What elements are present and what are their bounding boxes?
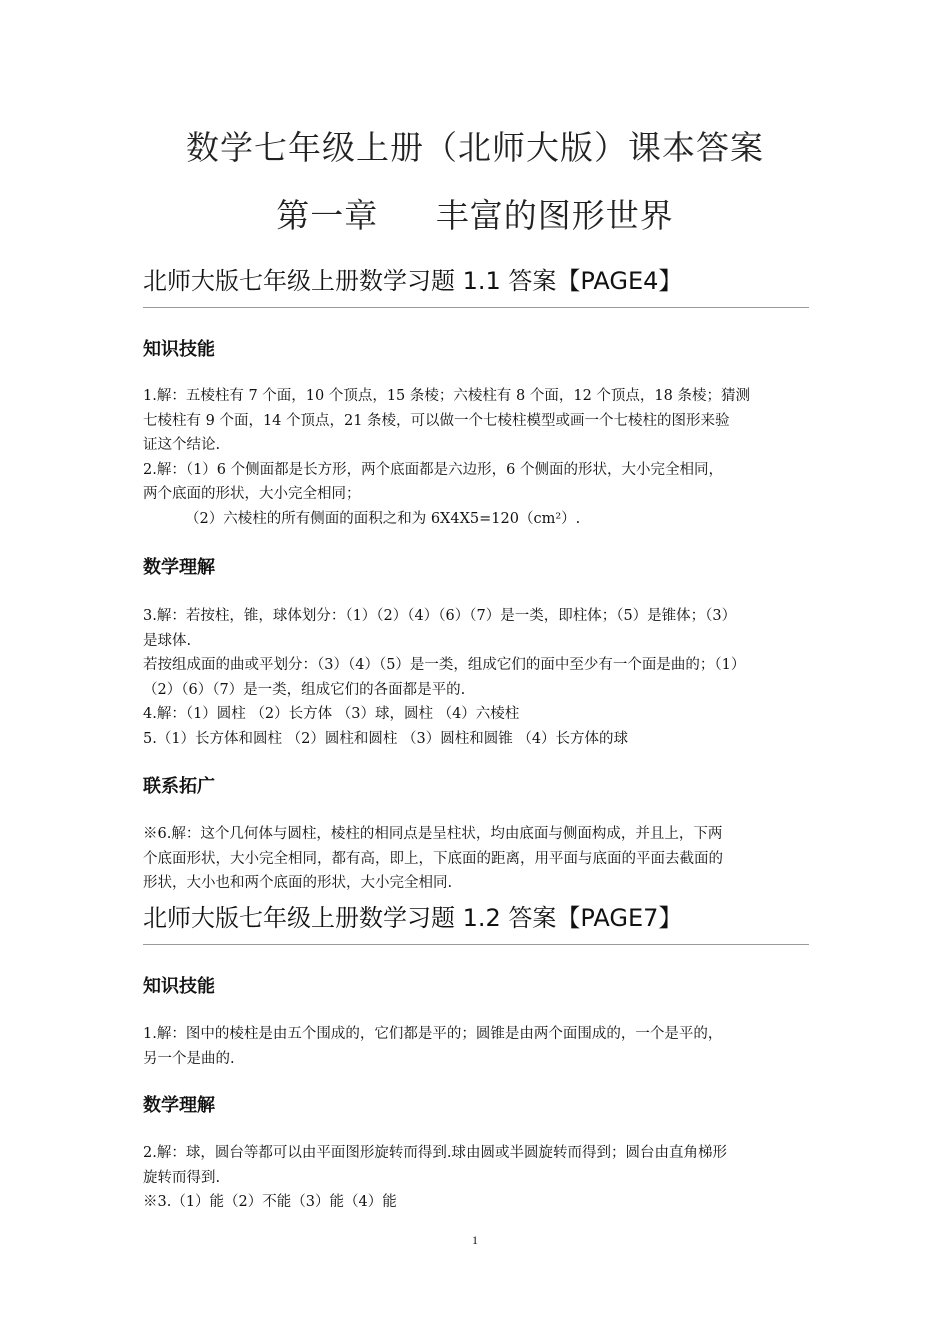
text-line: 1.解：五棱柱有 7 个面，10 个顶点，15 条棱；六棱柱有 8 个面，12 个顶点，18 条棱；猜测 <box>143 388 750 404</box>
section-1-understanding-heading: 数学理解 <box>143 557 215 578</box>
text-line: 七棱柱有 9 个面，14 个顶点，21 条棱，可以做一个七棱柱模型或画一个七棱柱的图形来验 <box>143 412 730 429</box>
section-2-understanding-text <box>143 1141 809 1215</box>
text-line: （2）（6）（7）是一类，组成它们的各面都是平的. <box>143 681 466 698</box>
text-line: 证这个结论. <box>143 437 221 453</box>
section-1-skills-heading: 知识技能 <box>143 339 215 360</box>
text-line: 另一个是曲的. <box>143 1050 235 1067</box>
section-2-heading: 北师大版七年级上册数学习题 1.2 答案【PAGE7】 <box>143 904 683 932</box>
text-line: 形状，大小也和两个底面的形状，大小完全相同. <box>143 875 453 891</box>
section-1-extension-heading: 联系拓广 <box>143 776 215 797</box>
text-line: 旋转而得到. <box>143 1169 221 1186</box>
text-line: ※3.（1）能（2）不能（3）能（4）能 <box>143 1194 397 1210</box>
section-1-extension-text <box>143 822 809 896</box>
text-line: 5.（1）长方体和圆柱 （2）圆柱和圆柱 （3）圆柱和圆锥 （4）长方体的球 <box>143 730 629 747</box>
section-2-understanding-heading: 数学理解 <box>143 1095 215 1116</box>
section-1-heading: 北师大版七年级上册数学习题 1.1 答案【PAGE4】 <box>143 267 683 295</box>
section-2-divider <box>143 944 809 945</box>
page-number: 1 <box>472 1233 478 1247</box>
section-2-skills-text <box>143 1022 809 1071</box>
text-line: 2.解：球，圆台等都可以由平面图形旋转而得到.球由圆或半圆旋转而得到；圆台由直角梯形 <box>143 1145 727 1161</box>
section-2-skills-heading: 知识技能 <box>143 976 215 997</box>
text-line: 若按组成面的曲或平划分：（3）（4）（5）是一类，组成它们的面中至少有一个面是曲的；（1） <box>143 657 746 673</box>
text-line: （2）六棱柱的所有侧面的面积之和为 6X4X5=120（cm²）. <box>185 510 581 527</box>
section-1-divider <box>143 307 809 308</box>
text-line: 4.解：（1）圆柱 （2）长方体 （3）球，圆柱 （4）六棱柱 <box>143 706 520 722</box>
text-line: 是球体. <box>143 632 192 649</box>
text-line: 个底面形状，大小完全相同，都有高，即上，下底面的距离，用平面与底面的平面去截面的 <box>143 850 723 867</box>
text-line: 两个底面的形状，大小完全相同； <box>143 486 361 502</box>
text-line: 3.解：若按柱，锥，球体划分：（1）（2）（4）（6）（7）是一类，即柱体；（5）是锥体；（3） <box>143 608 737 624</box>
text-line: 1.解：图中的棱柱是由五个围成的，它们都是平的；圆锥是由两个面围成的，一个是平的， <box>143 1026 723 1042</box>
section-1-skills-text <box>143 384 809 531</box>
text-line: 2.解：（1）6 个侧面都是长方形，两个底面都是六边形，6 个侧面的形状，大小完全相同， <box>143 461 723 478</box>
text-line: ※6.解：这个几何体与圆柱，棱柱的相同点是呈柱状，均由底面与侧面构成，并且上，下两 <box>143 826 723 842</box>
section-1-understanding-text <box>143 604 809 751</box>
chapter-title: 第一章 丰富的图形世界 <box>276 196 674 235</box>
document-title: 数学七年级上册（北师大版）课本答案 <box>186 128 764 167</box>
